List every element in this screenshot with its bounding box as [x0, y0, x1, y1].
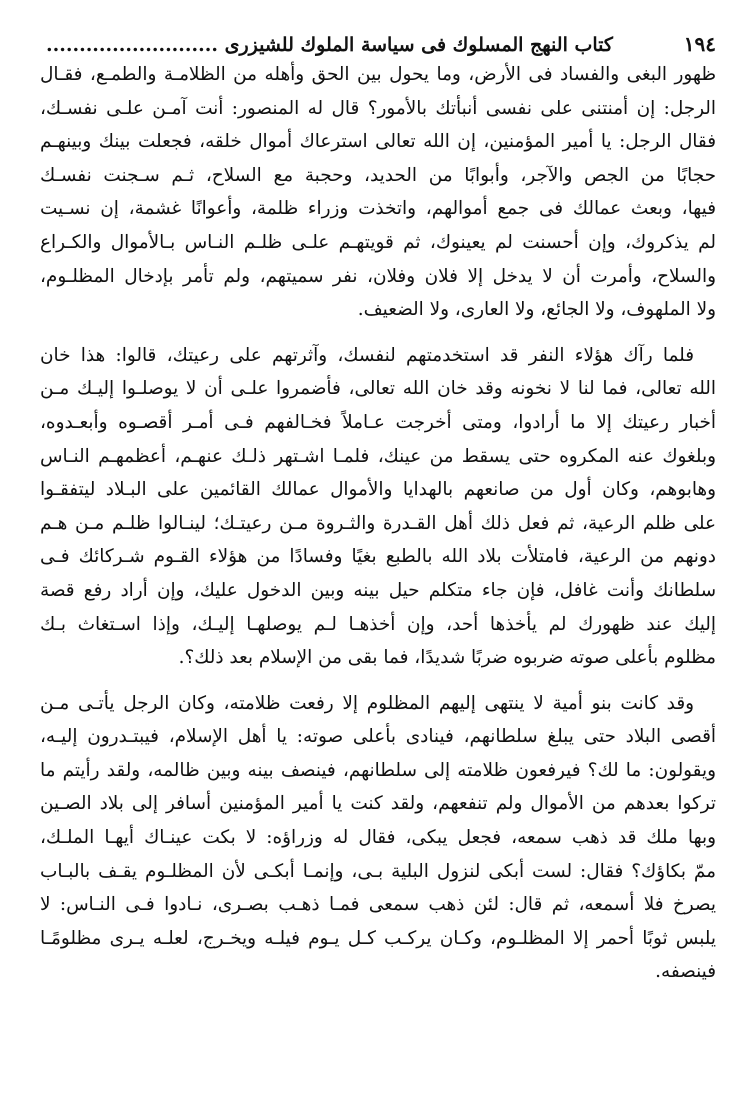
- text-line: ولا الملهوف، ولا الجائع، ولا العارى، ولا الضعيف.: [357, 299, 716, 321]
- text-line: حجابًا من الجص والآجر، وأبوابًا من الحديد، وحجبة مع السلاح، ثـم سـجنت نفسـك: [40, 164, 716, 186]
- text-line: ممّ بكاؤك؟ فقال: لست أبكى لنزول البلية بـى، وإنمـا أبكـى لأن المظلـوم يقـف بالبـاب: [40, 860, 716, 882]
- paragraph-gap: [40, 675, 716, 687]
- text-line: دونهم من الرعية، فامتلأت بلاد الله بالطبع بغيًا وفسادًا من هؤلاء القـوم شـركائك فـى: [40, 546, 716, 568]
- text-line: تركوا بعدهم من الأموال ولم تنفعهم، ولقد كنت يا أمير المؤمنين أسافر إلى بلاد الصـين: [40, 793, 716, 815]
- text-line: وبلغوك عنه المكروه حتى يسقط من عينك، فلمـا اشـتهر ذلـك عنهـم، أعظمهـم النـاس: [40, 445, 716, 467]
- text-line: سلطانك وأنت غافل، فإن جاء متكلم حيل بينه وبين الدخول عليك، وإن أراد رفع قصة: [40, 579, 716, 601]
- book-title-header: كتاب النهج المسلوك فى سياسة الملوك للشيزرى ..........................: [46, 34, 613, 56]
- text-line: وهابوهم، وكان أول من صانعهم بالهدايا والأموال عمالك القائمين على البـلاد ليتفقـوا: [40, 479, 716, 501]
- book-page: [40, 30, 716, 989]
- text-line: يصرخ فلا أسمعه، ثم قال: لئن ذهب سمعى فمـا ذهـب بصـرى، نـادوا فـى النـاس: لا: [40, 894, 716, 916]
- paragraph-1: [40, 58, 716, 327]
- text-line: فقال الرجل: يا أمير المؤمنين، إن الله تعالى استرعاك أموال خلقه، فجعلت بينك وبينهـم: [40, 131, 716, 153]
- text-line: وقد كانت بنو أمية لا ينتهى إليهم المظلوم إلا رفعت ظلامته، وكان الرجل يأتـى مـن: [40, 692, 694, 714]
- text-line: ويقولون: ما لك؟ فيرفعون ظلامته إلى سلطانهم، فينصف بينه وبين ظالمه، ولقد رأيتم ما: [40, 759, 716, 781]
- text-line: والسلاح، وأمرت أن لا يدخل إلا فلان وفلان، نفر سميتهم، ولم تأمر بإدخال المظلـوم،: [40, 265, 716, 287]
- text-line: أقصى البلاد حتى يبلغ سلطانهم، فينادى بأعلى صوته: يا أهل الإسلام، فيبتـدرون إليـه،: [40, 726, 716, 748]
- text-line: وبها ملك قد ذهب سمعه، فجعل يبكى، فقال له وزراؤه: لا بكت عينـاك أيهـا الملـك،: [40, 827, 716, 849]
- text-line: فلما رآك هؤلاء النفر قد استخدمتهم لنفسك، وآثرتهم على رعيتك، قالوا: هذا خان: [40, 344, 694, 366]
- text-line: لم يذكروك، وإن أحسنت لم يعينوك، ثم قويتهـم علـى ظلـم النـاس بـالأموال والكـراع: [40, 231, 716, 253]
- running-header: [40, 30, 716, 58]
- page-number: ١٩٤: [683, 32, 716, 56]
- text-line: يلبس ثوبًا أحمر إلا المظلـوم، وكـان يركـب كـل يـوم فيلـه ويخـرج، لعلـه يـرى مظلومًـا: [40, 927, 716, 949]
- text-line: فينصفه.: [655, 961, 716, 983]
- paragraph-2: [40, 339, 716, 675]
- text-line: فيها، وبعث عمالك فى جمع أموالهم، واتخذت وزراء ظلمة، وأعوانًا غشمة، إن نسـيت: [40, 198, 716, 220]
- text-line: الله تعالى، فما لنا لا نخونه وقد خان الله تعالى، فأضمروا علـى أن لا يوصلـوا إليـك مـن: [40, 378, 716, 400]
- text-line: الرجل: إن أمنتنى على نفسى أنبأتك بالأمور؟ قال له المنصور: أنت آمـن علـى نفسـك،: [40, 97, 716, 119]
- text-line: على ظلم الرعية، ثم فعل ذلك أهل القـدرة والثـروة مـن رعيتـك؛ لينـالوا ظلـم مـن هـم: [40, 512, 716, 534]
- paragraph-gap: [40, 327, 716, 339]
- text-line: إليك عند ظهورك لم يأخذها أحد، وإن أخذهـا لـم يوصلهـا إليـك، وإذا اسـتغاث بـك: [40, 613, 716, 635]
- text-line: ظهور البغى والفساد فى الأرض، وما يحول بين الحق وأهله من الظلامـة والطمـع، فقـال: [40, 64, 716, 85]
- text-line: أخبار رعيتك إلا ما أرادوا، ومتى أخرجت عـاملاً فخـالفهم فـى أمـر أقصـوه وأبعـدوه،: [40, 411, 716, 433]
- text-line: مظلوم بأعلى صوته ضربوه ضربًا شديدًا، فما بقى من الإسلام بعد ذلك؟.: [178, 647, 716, 669]
- paragraph-3: [40, 687, 716, 989]
